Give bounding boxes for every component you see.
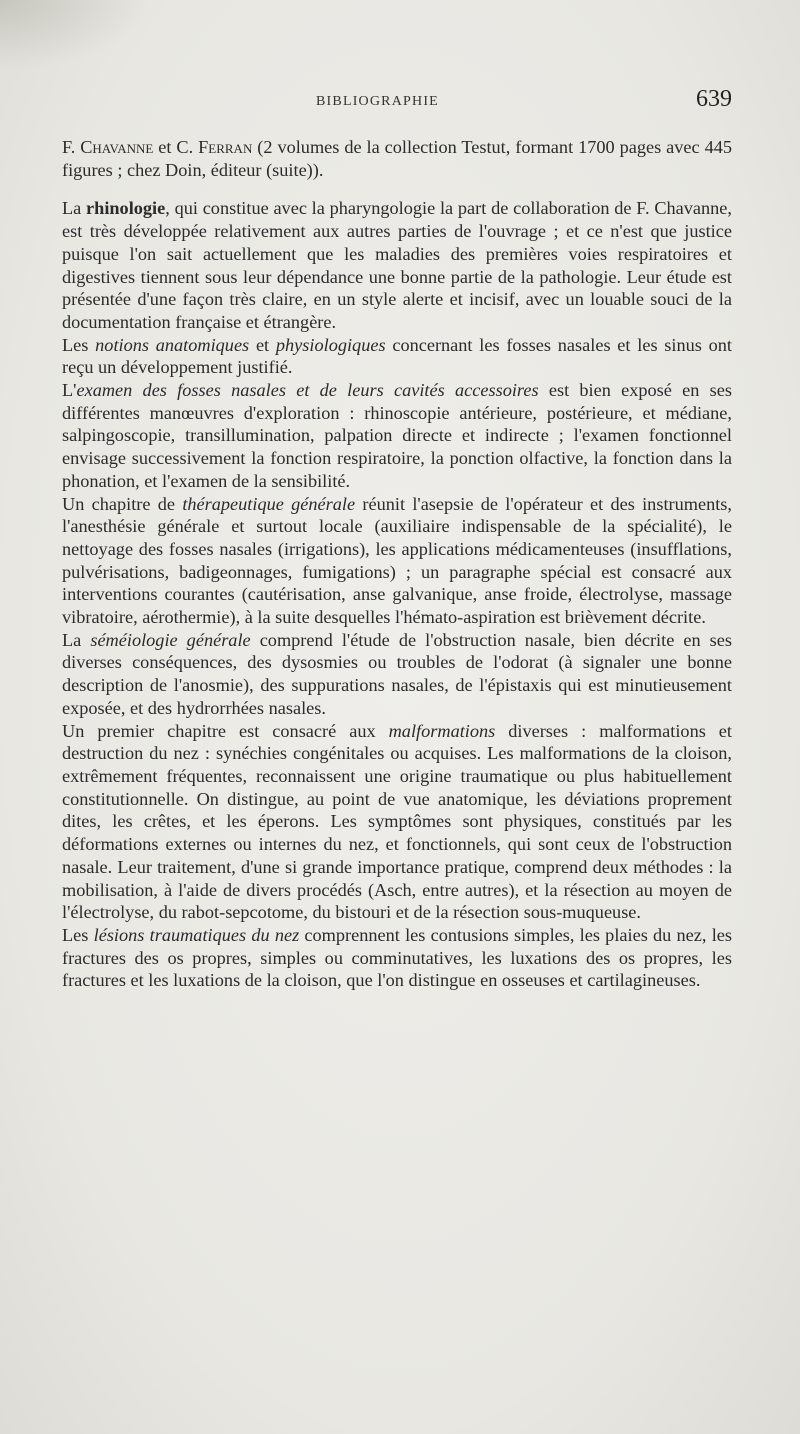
paragraph-lead: Un premier chapitre est consacré aux — [62, 720, 389, 741]
paragraph-examen — [62, 379, 732, 493]
paragraph-text: est bien exposé en ses différentes manœuvres d'exploration : rhinoscopie antérieure, postérieure, et médiane, salpingoscopie, transillumination, palpation directe et indirecte ; l'examen fonctionnel envisage successivement la fonction respiratoire, la ponction olfactive, la fonction dans la phonation, et l'examen de la sensibilité. — [62, 380, 733, 491]
paragraph-lead: Les — [62, 334, 96, 355]
paragraph-text: concernant les fosses nasales et les sinus ont reçu un développement justifié. — [62, 334, 733, 378]
corner-shadow — [0, 0, 150, 70]
paragraph-text: diverses : malformations et destruction du nez : synéchies congénitales ou acquises. Les malformations de la cloison, extrêmement fréquentes, reconnaissent une origine traumatique ou plus habituellement constitutionnelle. On distingue, au point de vue anatomique, les déviations proprement dites, les crêtes, et les éperons. Les symptômes sont physiques, constitués par les déformations externes ou internes du nez, et fonctionnels, qui sont ceux de l'obstruction nasale. Leur traitement, d'une si grande importance pratique, comprend deux méthodes : la mobilisation, à l'aide de divers procédés (Asch, entre autres), et la résection au moyen de l'électrolyse, du rabot-sepcotome, du bistouri et de la résection sous-muqueuse. — [62, 720, 732, 923]
paragraph-term: malformations — [388, 720, 496, 741]
paragraph-text: réunit l'asepsie de l'opérateur et des instruments, l'anesthésie générale et surtout locale (auxiliaire indispensable de la spécialité), le nettoyage des fosses nasales (irrigations), les applications médicamenteuses (insufflations, pulvérisations, badigeonnages, fumigations) ; un paragraphe spécial est consacré aux interventions courantes (cautérisation, anse galvanique, anse froide, électrolyse, massage vibratoire, aérothermie), à la suite desquelles l'hémato-aspiration est brièvement décrite. — [62, 493, 732, 628]
paragraph-term: lésions traumatiques du nez — [93, 924, 300, 945]
paragraph-lead: La — [62, 198, 87, 219]
paragraph-lesions — [62, 924, 732, 992]
paragraph-term: examen des fosses nasales et de leurs cavités accessoires — [76, 380, 539, 401]
paragraph-therapeutique — [62, 493, 732, 629]
page-body — [62, 136, 732, 992]
entry-details: (2 volumes de la collection Testut, formant 1700 pages avec 445 figures ; chez Doin, éditeur (suite)). — [62, 137, 732, 180]
paragraph-lead: Les — [62, 924, 94, 945]
paragraph-text: comprennent les contusions simples, les plaies du nez, les fractures des os propres, simples ou comminutatives, les luxations des os propres, les fractures et les luxations de la cloison, que l'on distingue en osseuses et cartilagineuses. — [62, 924, 732, 991]
page-header — [316, 86, 732, 120]
paragraph-connector: et — [249, 334, 276, 355]
paragraph-lead: Un chapitre de — [62, 493, 183, 514]
paragraph-malformations — [62, 720, 732, 924]
page-number: 639 — [696, 86, 732, 112]
paragraph-semeiologie — [62, 629, 732, 720]
paragraph-text: , qui constitue avec la pharyngologie la part de collaboration de F. Chavanne, est très développée relativement aux autres parties de l'ouvrage ; et ce n'est que justice puisque l'on sait actuellement que les maladies des premières voies respiratoires et digestives tiennent sous leur dépendance une bonne partie de la pathologie. Leur étude est présentée d'une façon très claire, en un style alerte et incisif, avec un louable souci de la documentation française et étrangère. — [62, 198, 732, 332]
paragraph-rhinologie — [62, 197, 732, 333]
paragraph-lead: L' — [62, 380, 77, 401]
paragraph-term: physiologiques — [275, 334, 386, 355]
paragraph-notions — [62, 334, 732, 379]
paragraph-lead: La — [62, 629, 91, 650]
paragraph-term: thérapeutique générale — [182, 493, 356, 514]
conjunction: et — [153, 137, 177, 157]
author-name: F. Chavanne — [62, 137, 154, 157]
running-head: BIBLIOGRAPHIE — [316, 94, 439, 109]
paragraph-term: notions anatomiques — [95, 334, 250, 355]
author-name: C. Ferran — [176, 137, 253, 157]
paragraph-text: comprend l'étude de l'obstruction nasale, bien décrite en ses diverses conséquences, des dysosmies ou troubles de l'odorat (à signaler une bonne description de l'anosmie), des suppurations nasales, de l'épistaxis qui est minutieusement exposée, et des hydrorrhées nasales. — [62, 629, 732, 718]
bibliographic-entry — [62, 136, 732, 181]
paragraph-term: séméiologie générale — [90, 629, 251, 650]
paragraph-term: rhinologie — [86, 198, 166, 219]
